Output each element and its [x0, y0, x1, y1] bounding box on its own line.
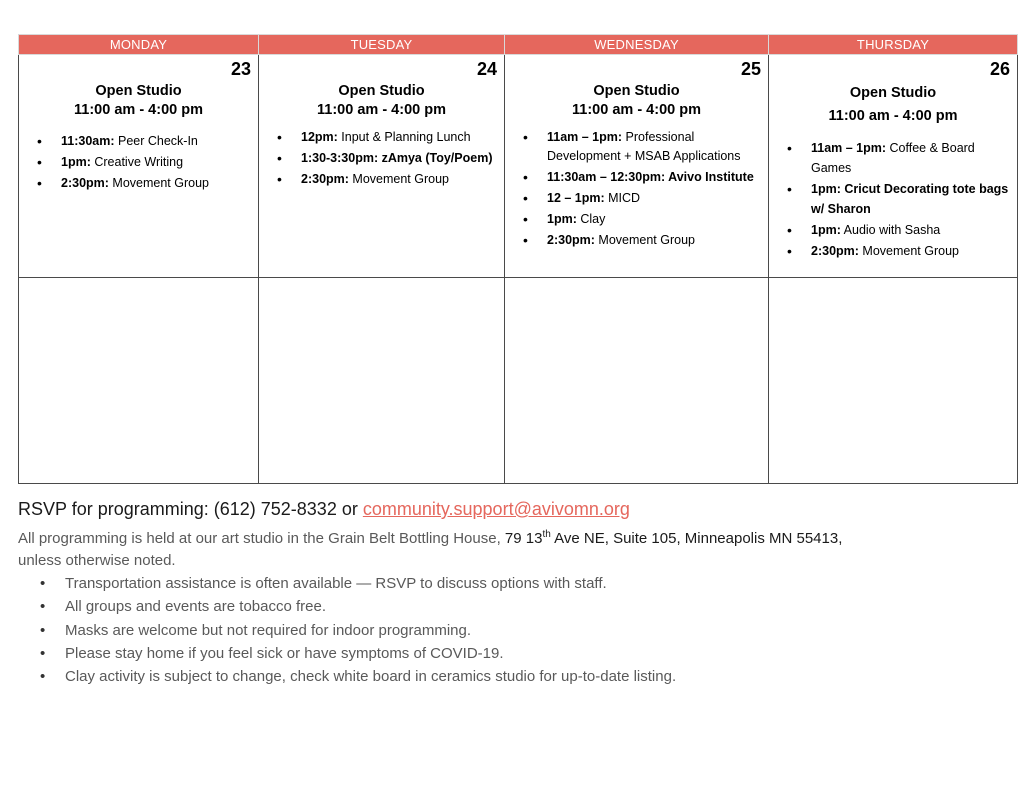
event-time: 2:30pm:	[547, 233, 595, 247]
day-cell-thursday	[769, 55, 1018, 278]
event-item	[19, 174, 258, 193]
empty-day-cell	[505, 278, 769, 484]
event-desc: MICD	[604, 191, 641, 205]
calendar-table	[18, 34, 1018, 484]
event-time: 1pm:	[547, 212, 577, 226]
event-item	[505, 189, 768, 208]
event-desc: Movement Group	[108, 176, 209, 190]
day-header-row	[19, 35, 1018, 55]
event-item	[505, 231, 768, 250]
event-time: 1pm: Cricut Decorating tote bags w/ Sharon	[811, 182, 1009, 216]
day-number: 24	[476, 59, 497, 79]
event-time: 1pm:	[811, 223, 841, 237]
footer-section	[18, 499, 1018, 688]
empty-day-cell	[19, 278, 259, 484]
info-list	[18, 572, 1018, 688]
event-hours: 11:00 am - 4:00 pm	[317, 102, 446, 118]
event-title: Open Studio	[849, 85, 937, 101]
info-item: • Transportation assistance is often available — RSVP to discuss options with staff.	[18, 572, 1018, 595]
event-title: Open Studio	[338, 83, 425, 99]
event-item	[259, 170, 504, 189]
info-item: • Clay activity is subject to change, check white board in ceramics studio for up-to-date listing.	[18, 665, 1018, 688]
event-desc: Professional Development + MSAB Applications	[547, 130, 741, 163]
event-list	[259, 128, 504, 189]
event-list	[505, 128, 768, 250]
day-cell-tuesday	[259, 55, 505, 278]
info-item: • Masks are welcome but not required for indoor programming.	[18, 619, 1018, 642]
event-title: Open Studio	[95, 83, 182, 99]
info-item: • Please stay home if you feel sick or have symptoms of COVID-19.	[18, 642, 1018, 665]
event-time: 12pm:	[301, 130, 338, 144]
event-desc: Input & Planning Lunch	[337, 130, 471, 144]
week-row	[19, 55, 1018, 278]
event-time: 2:30pm:	[61, 176, 109, 190]
address-ordinal: th	[542, 529, 551, 540]
day-header-wednesday: WEDNESDAY	[505, 35, 769, 55]
day-cell-wednesday	[505, 55, 769, 278]
day-header-thursday: THURSDAY	[769, 35, 1018, 55]
rsvp-text: RSVP for programming: (612) 752-8332 or	[18, 499, 363, 519]
event-hours: 11:00 am - 4:00 pm	[74, 102, 203, 118]
event-item	[769, 138, 1017, 178]
event-time: 1:30-3:30pm: zAmya (Toy/Poem)	[301, 151, 493, 165]
location-prefix: All programming is held at our art studio in the Grain Belt Bottling House,	[18, 530, 505, 547]
event-time: 11:30am – 12:30pm: Avivo Institute	[547, 170, 754, 184]
event-time: 11:30am:	[61, 134, 115, 148]
location-suffix: unless otherwise noted.	[18, 552, 176, 569]
event-item	[259, 149, 504, 168]
event-desc: Peer Check-In	[114, 134, 198, 148]
location-note	[18, 524, 1018, 572]
event-item	[259, 128, 504, 147]
address-number: 79 13	[504, 530, 543, 547]
day-number: 25	[740, 59, 761, 79]
event-desc: Creative Writing	[90, 155, 184, 169]
event-time: 11am – 1pm:	[547, 130, 623, 144]
rsvp-line	[18, 499, 1018, 520]
event-hours: 11:00 am - 4:00 pm	[572, 102, 701, 118]
event-list	[769, 138, 1017, 261]
event-list	[19, 132, 258, 193]
day-number: 26	[989, 59, 1010, 79]
event-desc: Movement Group	[348, 172, 449, 186]
event-time: 11am – 1pm:	[811, 141, 887, 155]
event-time: 2:30pm:	[811, 244, 859, 258]
event-item	[505, 168, 768, 187]
day-number: 23	[230, 59, 251, 79]
event-desc: Coffee & Board Games	[811, 141, 975, 175]
event-item	[505, 210, 768, 229]
event-item	[769, 241, 1017, 261]
event-time: 1pm:	[61, 155, 91, 169]
event-desc: Movement Group	[594, 233, 695, 247]
day-header-tuesday: TUESDAY	[259, 35, 505, 55]
event-item	[19, 132, 258, 151]
empty-day-cell	[769, 278, 1018, 484]
day-header-monday: MONDAY	[19, 35, 259, 55]
day-cell-monday	[19, 55, 259, 278]
event-hours: 11:00 am - 4:00 pm	[828, 108, 958, 124]
street-address	[505, 530, 842, 547]
event-desc: Clay	[576, 212, 606, 226]
event-time: 12 – 1pm:	[547, 191, 605, 205]
week-row-empty	[19, 278, 1018, 484]
info-item: • All groups and events are tobacco free.	[18, 595, 1018, 618]
event-item	[19, 153, 258, 172]
event-item	[505, 128, 768, 166]
event-item	[769, 220, 1017, 240]
address-rest: Ave NE, Suite 105, Minneapolis MN 55413,	[550, 530, 843, 547]
event-title: Open Studio	[593, 83, 680, 99]
empty-day-cell	[259, 278, 505, 484]
event-desc: Audio with Sasha	[840, 223, 941, 237]
event-time: 2:30pm:	[301, 172, 349, 186]
event-item	[769, 179, 1017, 219]
event-desc: Movement Group	[858, 244, 959, 258]
email-link[interactable]: community.support@avivomn.org	[362, 499, 630, 519]
